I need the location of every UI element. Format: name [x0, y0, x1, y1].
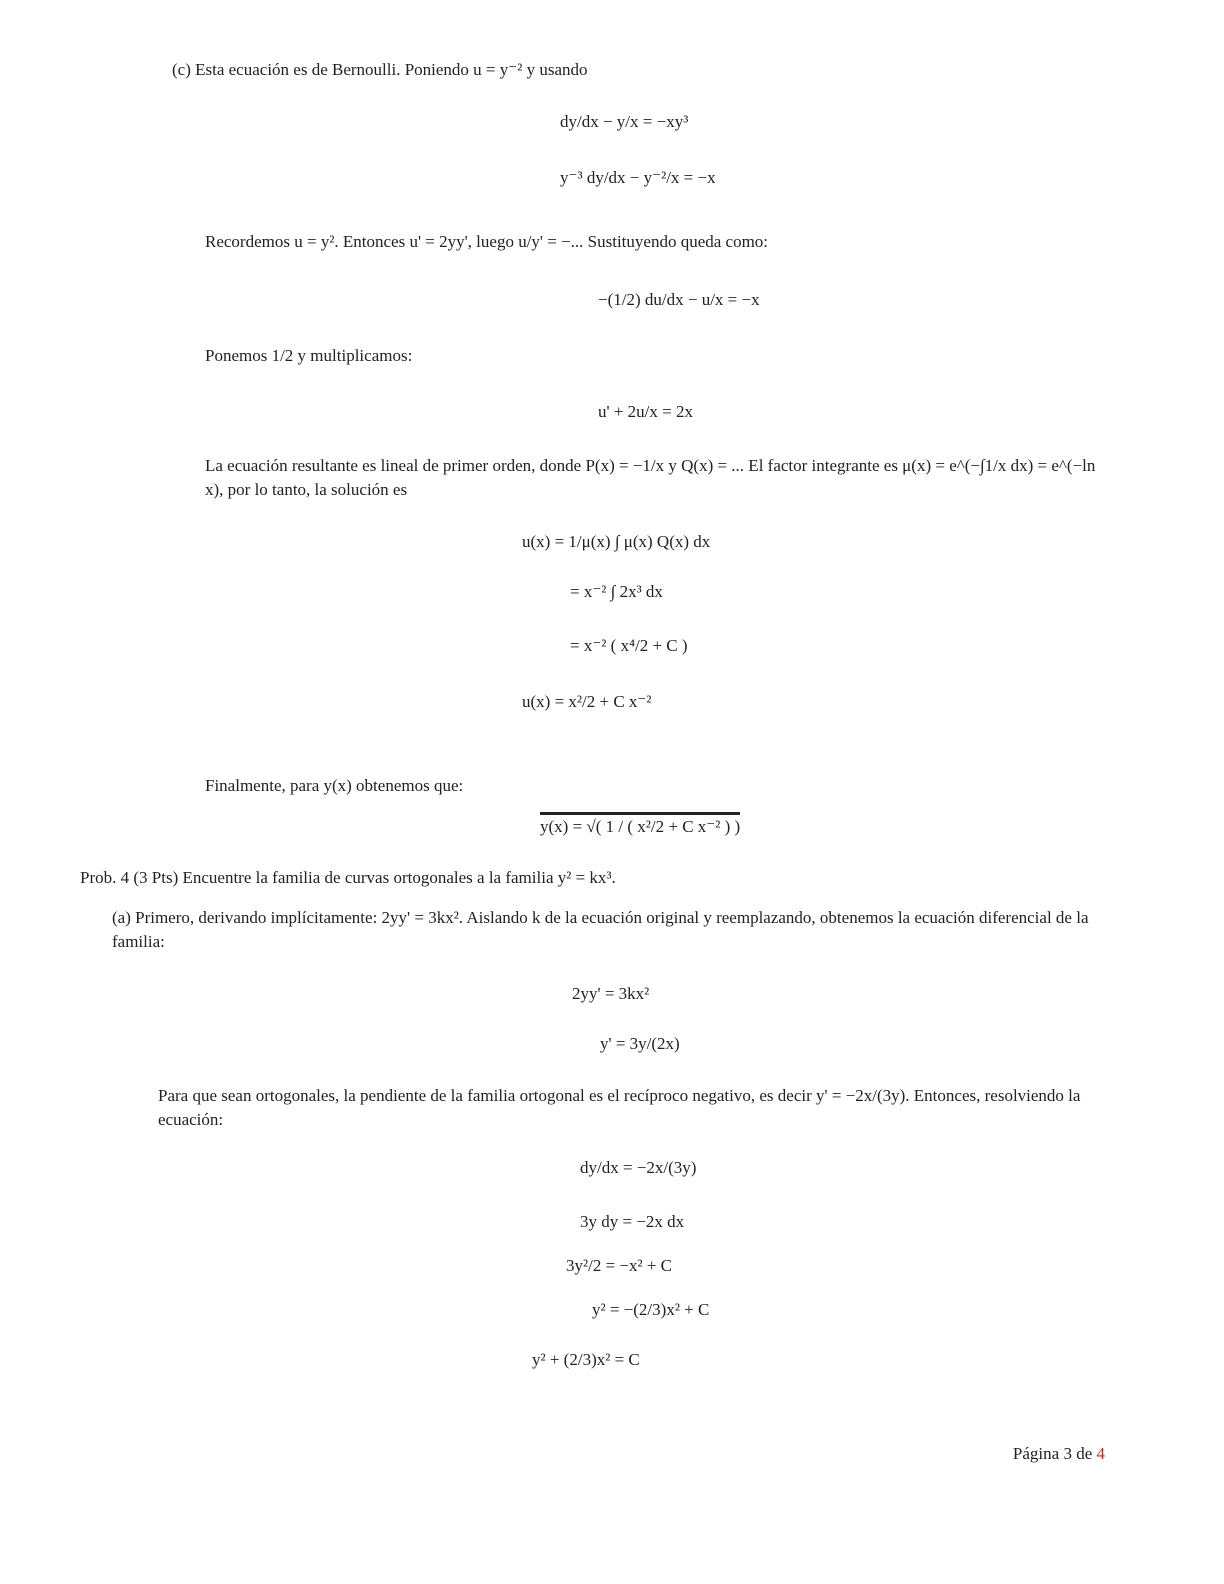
equation-8d: y² = −(2/3)x² + C — [592, 1300, 710, 1319]
note-orthogonal: Para que sean ortogonales, la pendiente de la familia ortogonal es el recíproco negativo, es decir y' = −2x/(3y). Entonces, resolviendo la ecuación: — [158, 1086, 1081, 1129]
equation-5b: = x⁻² ∫ 2x³ dx — [570, 582, 663, 601]
note-multiply: Ponemos 1/2 y multiplicamos: — [205, 346, 413, 365]
equation-7a: 2yy' = 3kx² — [572, 984, 650, 1003]
equation-5d: u(x) = x²/2 + C x⁻² — [522, 692, 652, 711]
item-c-intro: (c) Esta ecuación es de Bernoulli. Poniendo u = y⁻² y usando — [172, 60, 588, 79]
page-total: 4 — [1096, 1444, 1105, 1463]
problem-4-part-a: (a) Primero, derivando implícitamente: 2yy' = 3kx². Aislando k de la ecuación original y reemplazando, obtenemos la ecuación diferencial de la familia: — [112, 908, 1089, 951]
equation-5a: u(x) = 1/μ(x) ∫ μ(x) Q(x) dx — [522, 532, 711, 551]
equation-1: dy/dx − y/x = −xy³ — [560, 112, 689, 131]
equation-7b: y' = 3y/(2x) — [600, 1034, 680, 1053]
equation-3: −(1/2) du/dx − u/x = −x — [598, 290, 760, 309]
equation-8a: dy/dx = −2x/(3y) — [580, 1158, 697, 1177]
problem-4-heading: Prob. 4 (3 Pts) Encuentre la familia de curvas ortogonales a la familia y² = kx³. — [80, 868, 616, 887]
equation-4: u' + 2u/x = 2x — [598, 402, 693, 421]
equation-8e: y² + (2/3)x² = C — [532, 1350, 640, 1369]
note-linear: La ecuación resultante es lineal de primer orden, donde P(x) = −1/x y Q(x) = ... El factor integrante es μ(x) = e^(−∫1/x dx) = e^(−ln x), por lo tanto, la solución es — [205, 456, 1096, 499]
equation-2: y⁻³ dy/dx − y⁻²/x = −x — [560, 168, 716, 187]
equation-8b: 3y dy = −2x dx — [580, 1212, 685, 1231]
page-footer — [975, 1442, 1105, 1466]
equation-6: y(x) = √( 1 / ( x²/2 + C x⁻² ) ) — [540, 812, 740, 837]
note-final: Finalmente, para y(x) obtenemos que: — [205, 776, 464, 795]
equation-5c: = x⁻² ( x⁴/2 + C ) — [570, 636, 688, 655]
page-label: Página 3 de — [1012, 1444, 1097, 1463]
note-substitution: Recordemos u = y². Entonces u' = 2yy', luego u/y' = −... Sustituyendo queda como: — [205, 232, 769, 251]
equation-8c: 3y²/2 = −x² + C — [566, 1256, 673, 1275]
